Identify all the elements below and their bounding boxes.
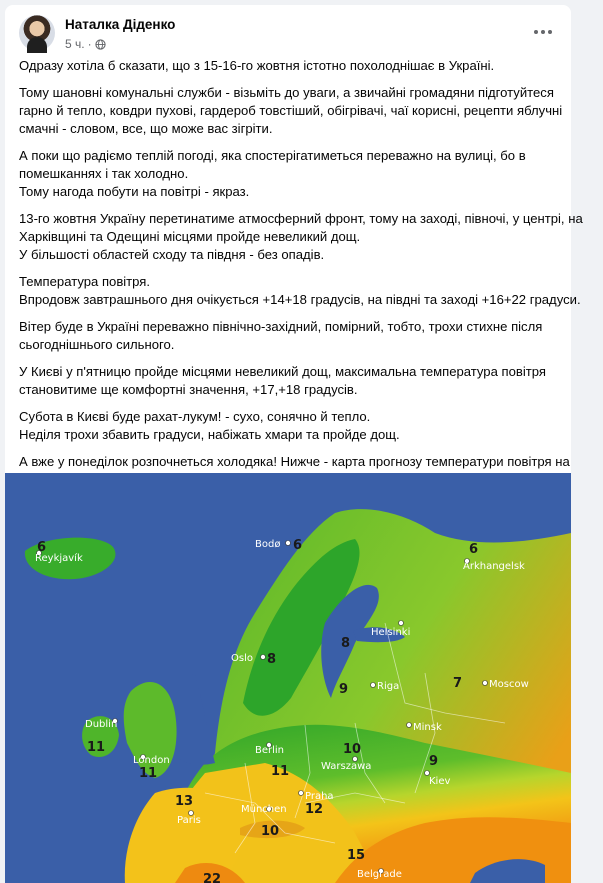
temperature-label: 11 xyxy=(271,764,290,779)
city-label: Belgrade xyxy=(357,869,402,880)
city-label: Warszawa xyxy=(321,761,372,772)
city-dot xyxy=(483,681,488,686)
city-label: Minsk xyxy=(413,722,442,733)
post-line: У більшості областей сходу та півдня - без опадів. xyxy=(19,247,325,262)
post-line: А поки що радіємо теплій погоді, яка спостерігатиметься переважно на вулиці, бо в xyxy=(19,148,526,163)
temperature-label: 8 xyxy=(341,636,351,651)
post-line: У Києві у п'ятницю пройде місцями невеликий дощ, максимальна температура повітря xyxy=(19,364,546,379)
post-paragraph xyxy=(19,210,583,264)
temperature-label: 6 xyxy=(469,542,479,557)
city-label: Berlin xyxy=(255,745,285,756)
avatar[interactable] xyxy=(19,15,55,51)
post-line: Температура повітря. xyxy=(19,274,151,289)
post-paragraph xyxy=(19,318,559,354)
city-dot xyxy=(286,541,291,546)
city-label: Reykjavík xyxy=(35,553,83,564)
city-label: Kiev xyxy=(429,776,451,787)
temperature-label: 10 xyxy=(343,742,362,757)
temperature-label: 22 xyxy=(203,872,222,883)
post-text xyxy=(19,57,583,525)
post-line: сьогоднішнього сильного. xyxy=(19,337,175,352)
city-dot xyxy=(299,791,304,796)
post-line: помешканнях і так холодно. xyxy=(19,166,189,181)
temperature-label: 7 xyxy=(453,676,463,691)
temperature-label: 13 xyxy=(175,794,194,809)
post-paragraph xyxy=(19,408,559,444)
temperature-label: 11 xyxy=(139,766,158,781)
more-options-icon[interactable] xyxy=(533,27,553,37)
temperature-label: 10 xyxy=(261,824,280,839)
temperature-label: 11 xyxy=(87,740,106,755)
post-time[interactable]: 5 ч. xyxy=(65,37,85,51)
city-dot xyxy=(425,771,430,776)
city-label: Riga xyxy=(377,681,400,692)
globe-icon xyxy=(95,39,106,50)
post-paragraph xyxy=(19,57,559,75)
forecast-map[interactable] xyxy=(5,473,571,883)
city-label: London xyxy=(133,755,170,766)
city-dot xyxy=(399,621,404,626)
city-label: München xyxy=(241,804,287,815)
author-name[interactable]: Наталка Діденко xyxy=(65,17,176,32)
map-image xyxy=(5,473,571,883)
post-line: Неділя трохи збавить градуси, набіжать хмари та пройде дощ. xyxy=(19,427,400,442)
city-label: Praha xyxy=(305,791,334,802)
city-label: Moscow xyxy=(489,679,529,690)
city-dot xyxy=(261,655,266,660)
post-line: гарно й тепло, ковдри пухові, гардероб товстіший, обігрівачі, чаї корисні, рецепти яблучні xyxy=(19,103,563,118)
temperature-label: 6 xyxy=(37,540,47,555)
city-label: Paris xyxy=(177,815,201,826)
post-line: Впродовж завтрашнього дня очікується +14+18 градусів, на півдні та заході +16+22 градуси. xyxy=(19,292,581,307)
post-paragraph xyxy=(19,273,581,309)
post-card xyxy=(5,5,583,883)
city-label: Arkhangelsk xyxy=(463,561,525,572)
temperature-label: 9 xyxy=(339,682,349,697)
post-paragraph xyxy=(19,147,559,201)
post-line: Одразу хотіла б сказати, що з 15-16-го жовтня істотно похолоднішає в Україні. xyxy=(19,58,495,73)
post-line: Вітер буде в Україні переважно північно-західний, помірний, тобто, трохи стихне після xyxy=(19,319,543,334)
post-meta: 5 ч. · xyxy=(65,37,106,51)
city-dot xyxy=(407,723,412,728)
post-line: Тому шановні комунальні служби - візьміть до уваги, а звичайні громадяни підготуйтеся xyxy=(19,85,554,100)
post-line: Харківщині та Одещині місцями пройде невеликий дощ. xyxy=(19,229,361,244)
city-label: Dublin xyxy=(85,719,118,730)
post-line: Субота в Києві буде рахат-лукум! - сухо, сонячно й тепло. xyxy=(19,409,371,424)
city-label: Bodø xyxy=(255,539,281,550)
temperature-label: 9 xyxy=(429,754,439,769)
post-line: становитиме ще комфортні значення, +17,+18 градусів. xyxy=(19,382,358,397)
post-header xyxy=(19,15,559,55)
temperature-label: 6 xyxy=(293,538,303,553)
temperature-label: 8 xyxy=(267,652,277,667)
post-line: 13-го жовтня Україну перетинатиме атмосферний фронт, тому на заході, півночі, у центрі, на xyxy=(19,211,583,226)
city-label: Helsinki xyxy=(371,627,411,638)
post-line: смачні - словом, все, що може вас зігріти. xyxy=(19,121,273,136)
post-line: А вже у понеділок розпочнеться холодяка! Нижче - карта прогнозу температури повітря на xyxy=(19,454,570,469)
post-line: Тому нагода побути на повітрі - якраз. xyxy=(19,184,250,199)
city-label: Oslo xyxy=(231,653,253,664)
city-dot xyxy=(371,683,376,688)
post-paragraph xyxy=(19,84,563,138)
post-paragraph xyxy=(19,363,559,399)
temperature-label: 15 xyxy=(347,848,366,863)
temperature-label: 12 xyxy=(305,802,324,817)
